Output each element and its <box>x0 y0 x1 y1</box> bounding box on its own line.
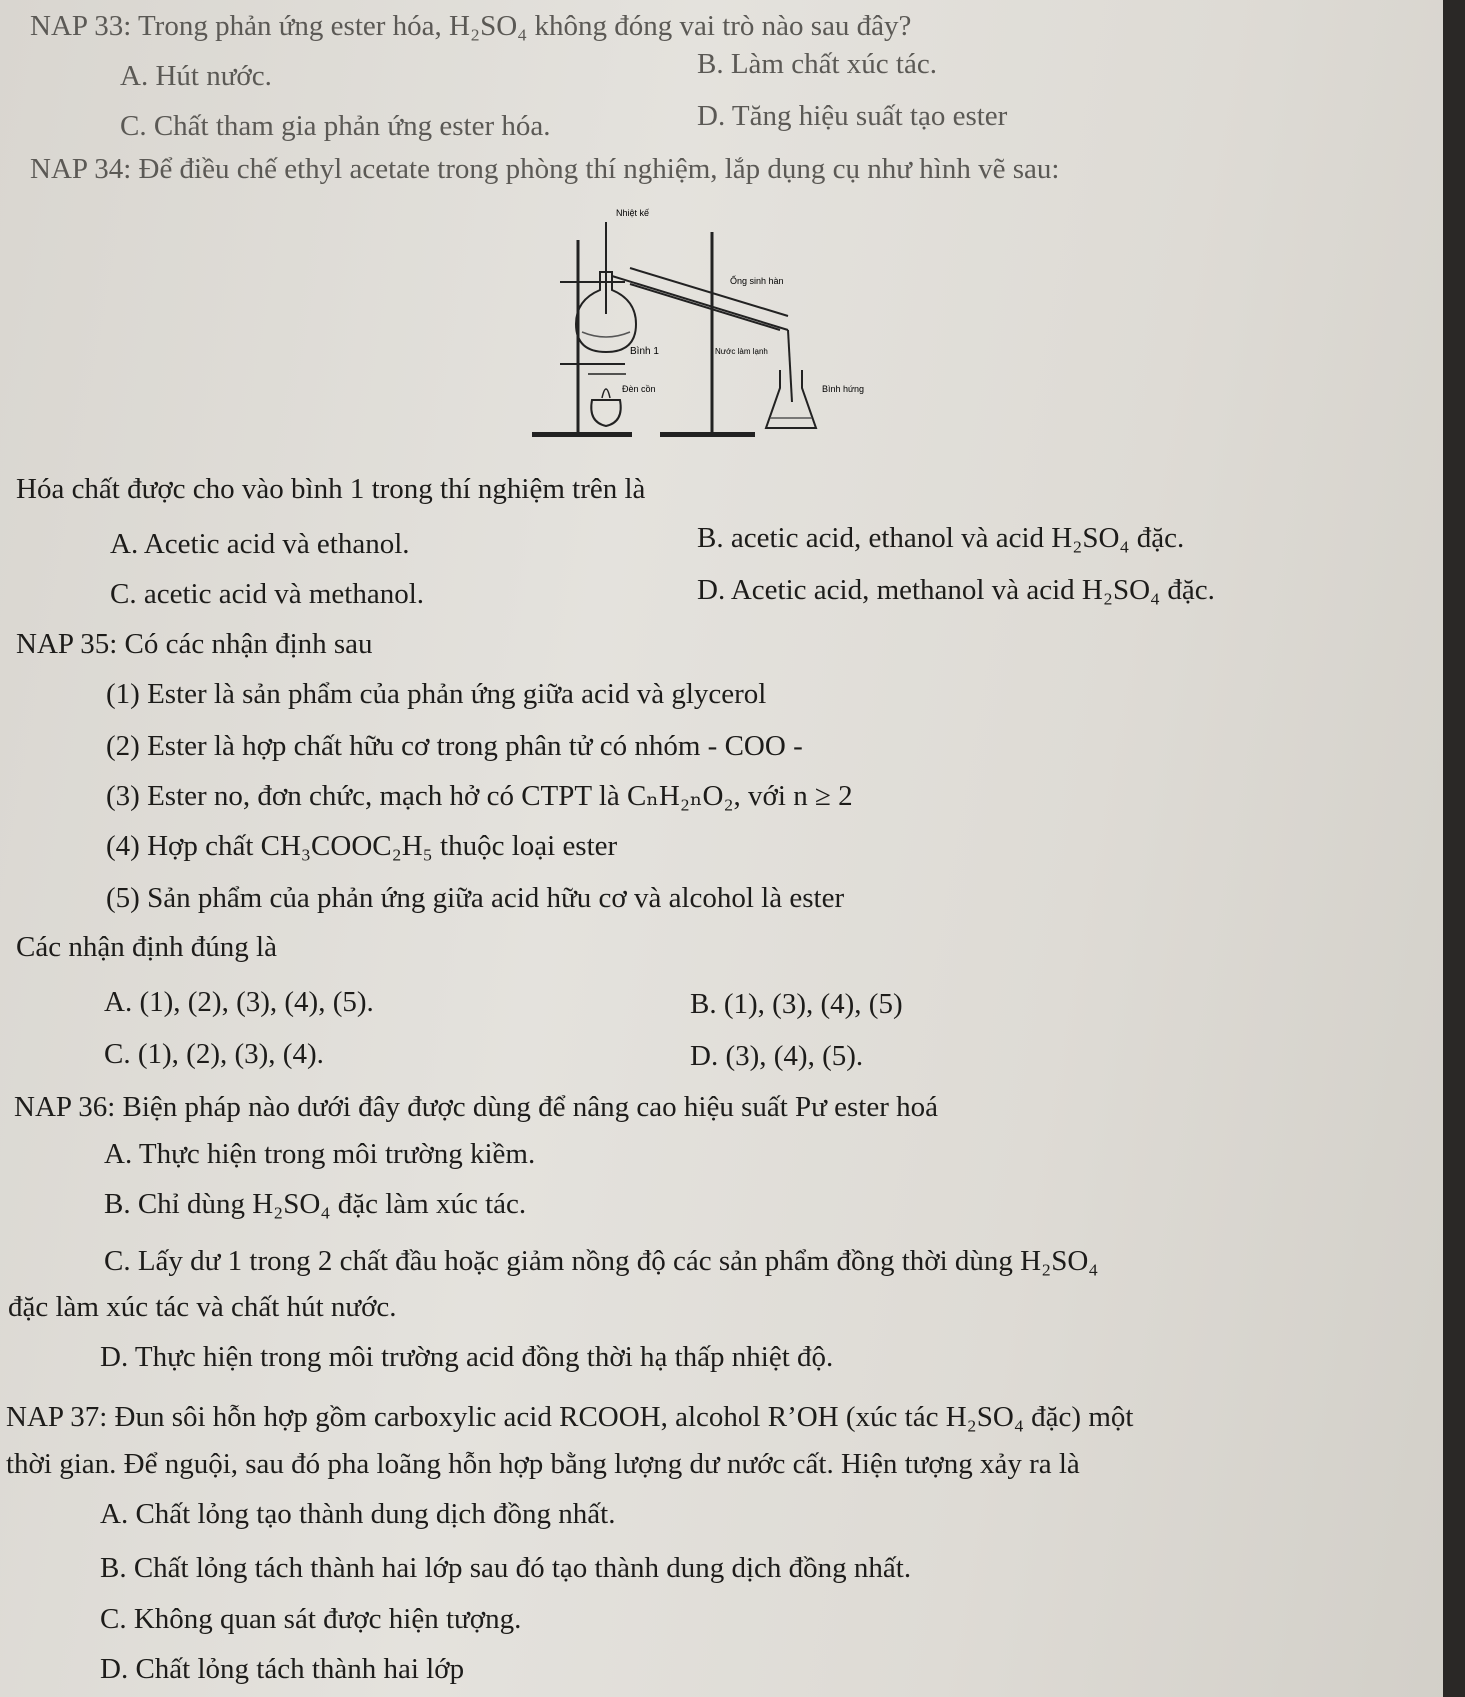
label-condenser: Ống sinh hàn <box>730 276 784 286</box>
q34-question: Hóa chất được cho vào bình 1 trong thí nghiệm trên là <box>16 473 646 505</box>
label-thermometer: Nhiệt kế <box>616 208 650 218</box>
q34-option-a: A. Acetic acid và ethanol. <box>110 528 410 560</box>
q36-option-c-line1: C. Lấy dư 1 trong 2 chất đầu hoặc giảm nồng độ các sản phẩm đồng thời dùng H₂SO₄ <box>104 1245 1099 1277</box>
distillation-apparatus-figure <box>530 202 870 450</box>
q36-option-c-line2: đặc làm xúc tác và chất hút nước. <box>8 1291 397 1323</box>
left-stand-base <box>532 432 632 437</box>
q35-option-d: D. (3), (4), (5). <box>690 1040 864 1072</box>
q35-option-a: A. (1), (2), (3), (4), (5). <box>104 986 374 1018</box>
label-receiver: Bình hứng <box>822 384 865 394</box>
label-lamp: Đèn cồn <box>622 384 656 394</box>
q35-stem: NAP 35: Có các nhận định sau <box>16 628 373 660</box>
q36-option-d: D. Thực hiện trong môi trường acid đồng thời hạ thấp nhiệt độ. <box>100 1341 834 1373</box>
q35-statement-2: (2) Ester là hợp chất hữu cơ trong phân tử có nhóm - COO - <box>106 730 803 762</box>
q34-option-d: D. Acetic acid, methanol và acid H₂SO₄ đặc. <box>697 574 1215 606</box>
q37-option-d: D. Chất lỏng tách thành hai lớp <box>100 1653 465 1685</box>
q35-statement-5: (5) Sản phẩm của phản ứng giữa acid hữu cơ và alcohol là ester <box>106 882 845 914</box>
q33-option-c: C. Chất tham gia phản ứng ester hóa. <box>120 110 551 142</box>
q35-statement-1: (1) Ester là sản phẩm của phản ứng giữa acid và glycerol <box>106 678 767 710</box>
q37-option-c: C. Không quan sát được hiện tượng. <box>100 1603 522 1635</box>
q35-option-b: B. (1), (3), (4), (5) <box>690 988 903 1020</box>
q33-option-d: D. Tăng hiệu suất tạo ester <box>697 100 1008 132</box>
q37-option-a: A. Chất lỏng tạo thành dung dịch đồng nhất. <box>100 1498 616 1530</box>
q35-statement-3: (3) Ester no, đơn chức, mạch hở có CTPT là CₙH₂ₙO₂, với n ≥ 2 <box>106 780 853 812</box>
right-stand-base <box>660 432 755 437</box>
q34-option-c: C. acetic acid và methanol. <box>110 578 425 610</box>
q37-stem-line1: NAP 37: Đun sôi hỗn hợp gồm carboxylic acid RCOOH, alcohol R’OH (xúc tác H₂SO₄ đặc) một <box>6 1401 1134 1433</box>
q36-stem: NAP 36: Biện pháp nào dưới đây được dùng để nâng cao hiệu suất Pư ester hoá <box>14 1091 939 1123</box>
q37-option-b: B. Chất lỏng tách thành hai lớp sau đó tạo thành dung dịch đồng nhất. <box>100 1552 912 1584</box>
q33-stem: NAP 33: Trong phản ứng ester hóa, H₂SO₄ không đóng vai trò nào sau đây? <box>30 10 912 42</box>
page-edge-shadow <box>1443 0 1465 1697</box>
q33-option-b: B. Làm chất xúc tác. <box>697 48 937 80</box>
q34-option-b: B. acetic acid, ethanol và acid H₂SO₄ đặc. <box>697 522 1185 554</box>
q36-option-a: A. Thực hiện trong môi trường kiềm. <box>104 1138 536 1170</box>
q35-statement-4: (4) Hợp chất CH₃COOC₂H₅ thuộc loại ester <box>106 830 618 862</box>
q34-stem: NAP 34: Để điều chế ethyl acetate trong phòng thí nghiệm, lắp dụng cụ như hình vẽ sau: <box>30 153 1060 185</box>
q37-stem-line2: thời gian. Để nguội, sau đó pha loãng hỗn hợp bằng lượng dư nước cất. Hiện tượng xảy ra là <box>6 1448 1080 1480</box>
label-flask-1: Bình 1 <box>630 346 659 357</box>
q35-option-c: C. (1), (2), (3), (4). <box>104 1038 324 1070</box>
label-cold-water: Nước làm lạnh <box>715 347 768 356</box>
alcohol-lamp <box>591 400 620 426</box>
q35-question: Các nhận định đúng là <box>16 931 277 963</box>
q33-option-a: A. Hút nước. <box>120 60 272 92</box>
q36-option-b: B. Chỉ dùng H₂SO₄ đặc làm xúc tác. <box>104 1188 527 1220</box>
